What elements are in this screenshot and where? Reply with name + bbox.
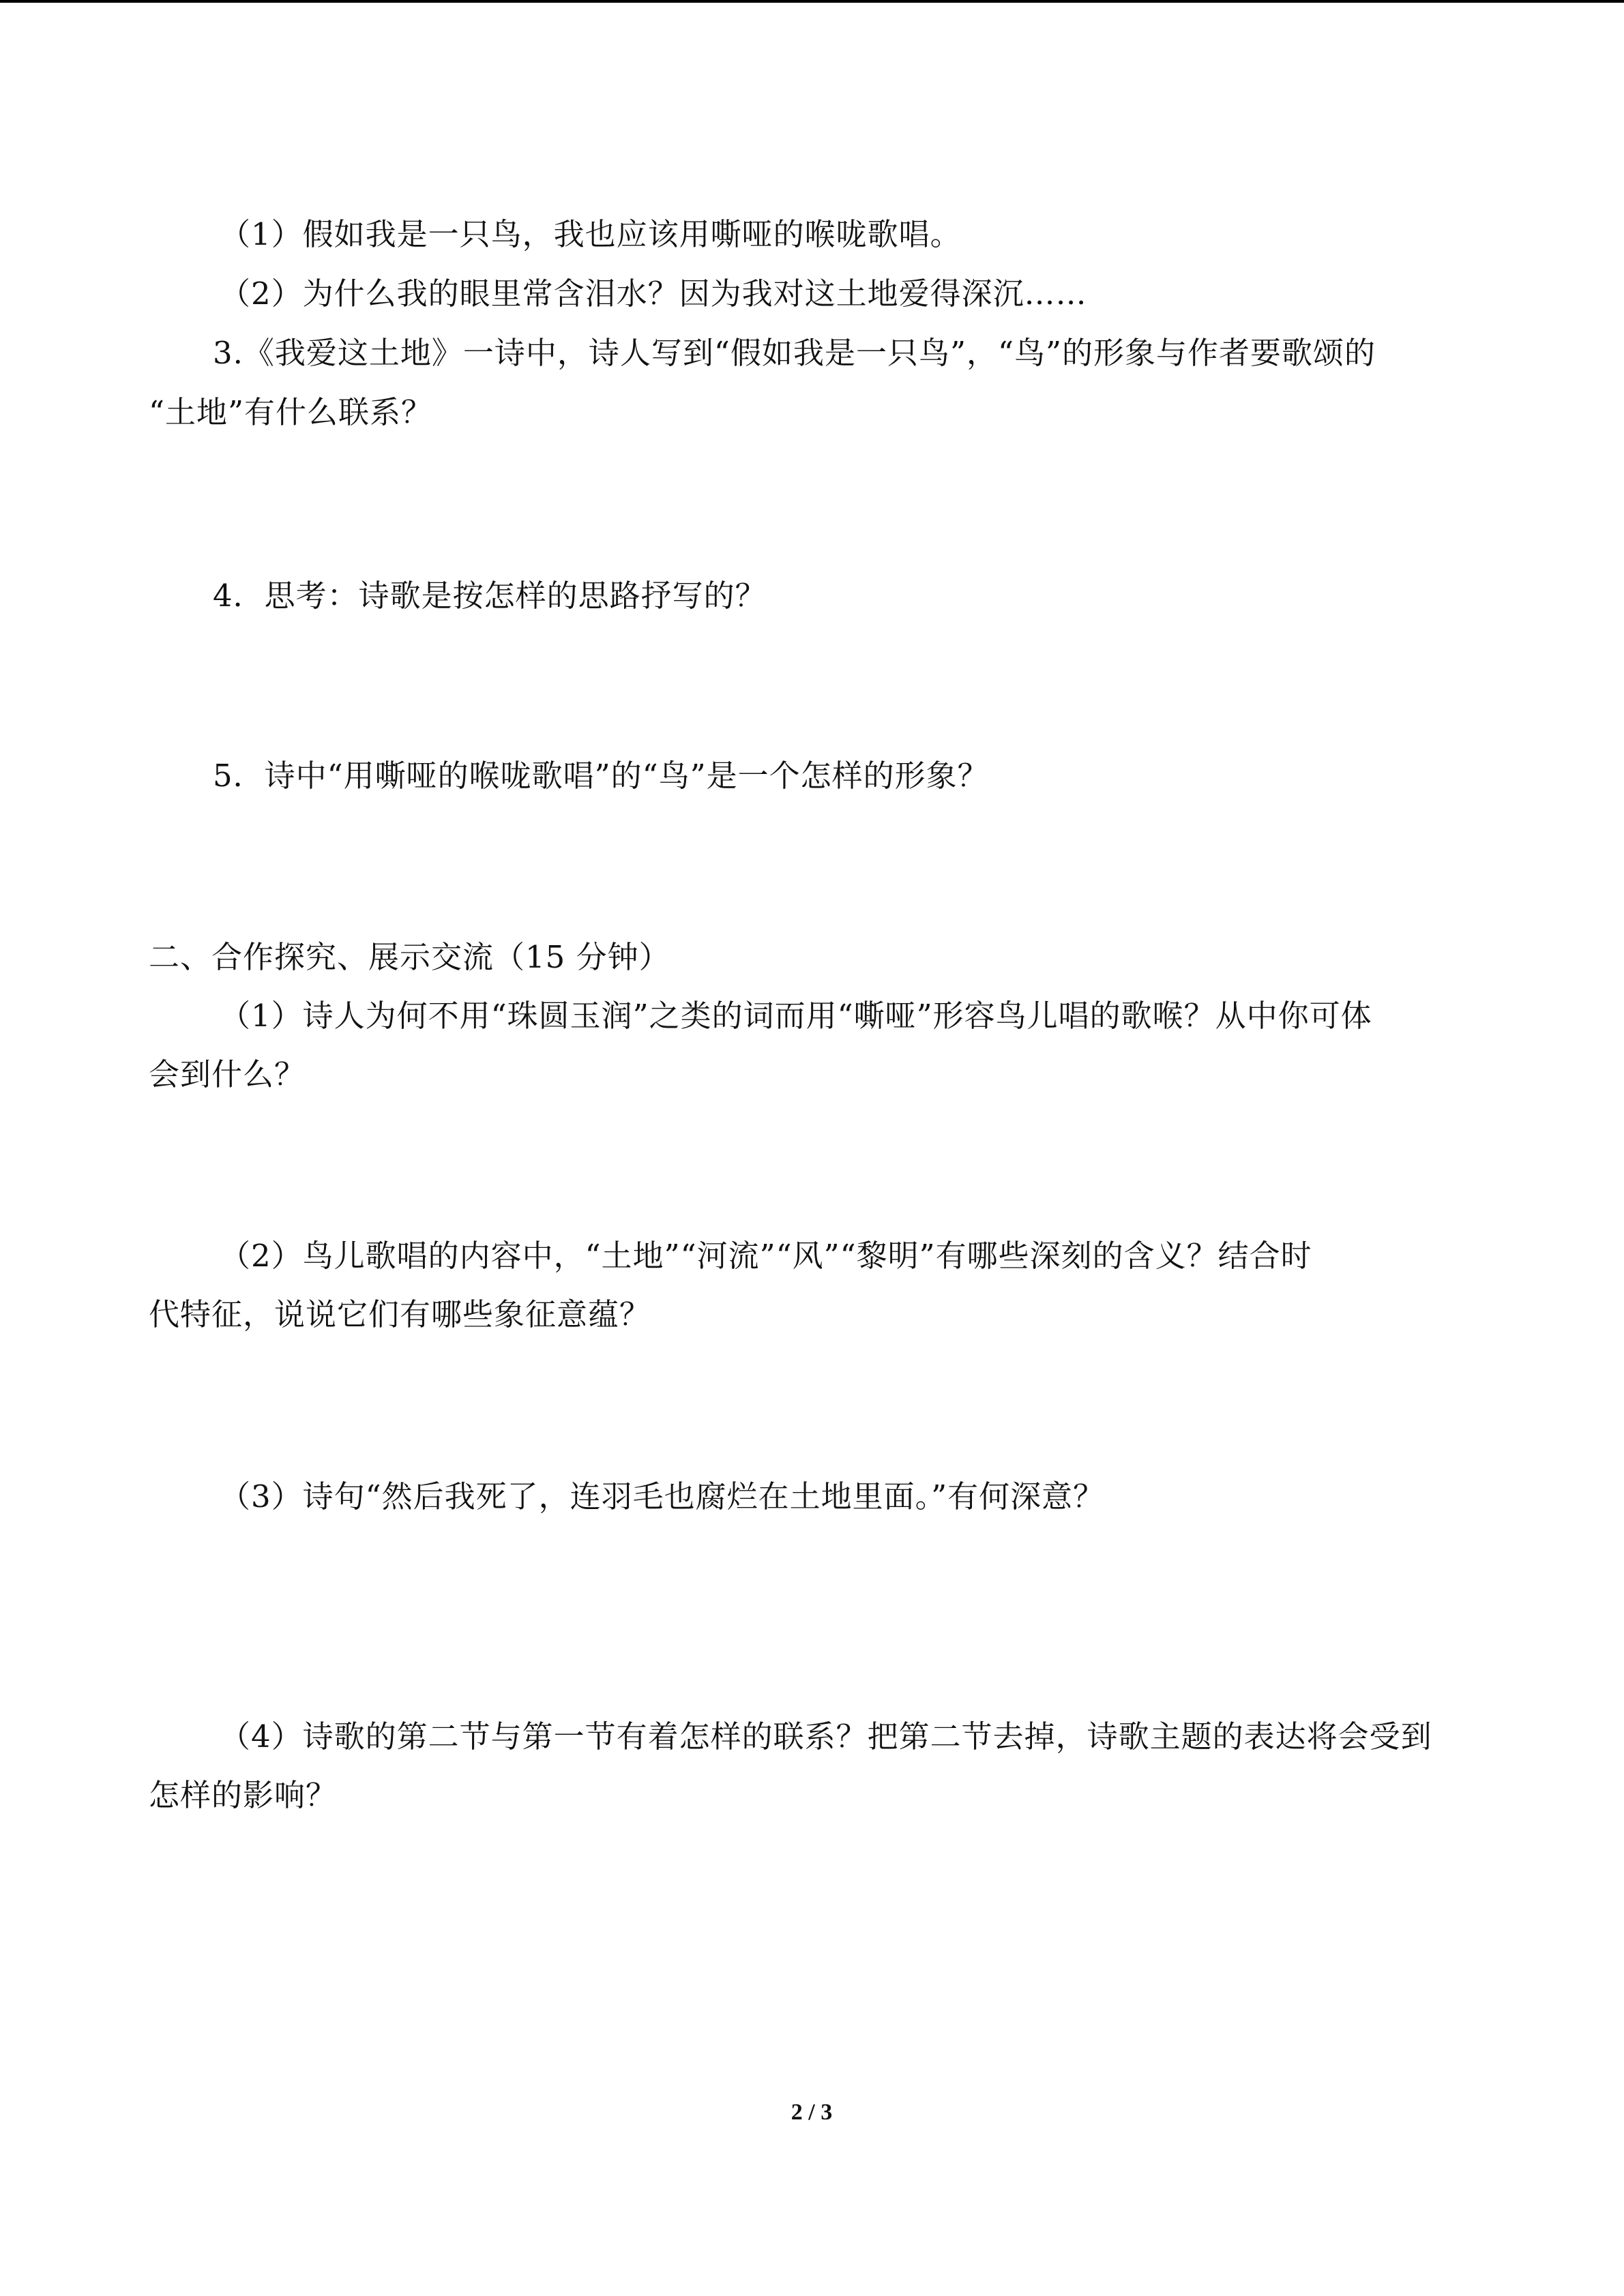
section-2-item-3: （3）诗句“然后我死了，连羽毛也腐烂在土地里面。”有何深意？ xyxy=(220,1478,1105,1515)
page-number: 2 / 3 xyxy=(791,2100,833,2125)
question-3-line-1: 3.《我爱这土地》一诗中，诗人写到“假如我是一只鸟”，“鸟”的形象与作者要歌颂的 xyxy=(213,335,1376,371)
section-2-item-2-line-1: （2）鸟儿歌唱的内容中，“土地”“河流”“风”“黎明”有哪些深刻的含义？结合时 xyxy=(220,1238,1312,1274)
section-2-item-4-line-2: 怎样的影响？ xyxy=(149,1777,338,1813)
section-2-item-1-line-1: （1）诗人为何不用“珠圆玉润”之类的词而用“嘶哑”形容鸟儿唱的歌喉？从中你可体 xyxy=(220,998,1372,1034)
question-5: 5．诗中“用嘶哑的喉咙歌唱”的“鸟”是一个怎样的形象？ xyxy=(213,758,989,794)
question-line-2: （2）为什么我的眼里常含泪水？因为我对这土地爱得深沉…… xyxy=(220,275,1087,312)
section-2-heading: 二、合作探究、展示交流（15 分钟） xyxy=(149,939,670,975)
question-3-line-2: “土地”有什么联系？ xyxy=(149,394,433,430)
section-2-item-1-line-2: 会到什么？ xyxy=(149,1056,306,1092)
question-4: 4．思考：诗歌是按怎样的思路抒写的？ xyxy=(213,578,767,614)
section-2-item-2-line-2: 代特征，说说它们有哪些象征意蕴？ xyxy=(149,1296,651,1332)
section-2-item-4-line-1: （4）诗歌的第二节与第一节有着怎样的联系？把第二节去掉，诗歌主题的表达将会受到 xyxy=(220,1718,1432,1755)
question-line-1: （1）假如我是一只鸟，我也应该用嘶哑的喉咙歌唱。 xyxy=(220,216,962,252)
